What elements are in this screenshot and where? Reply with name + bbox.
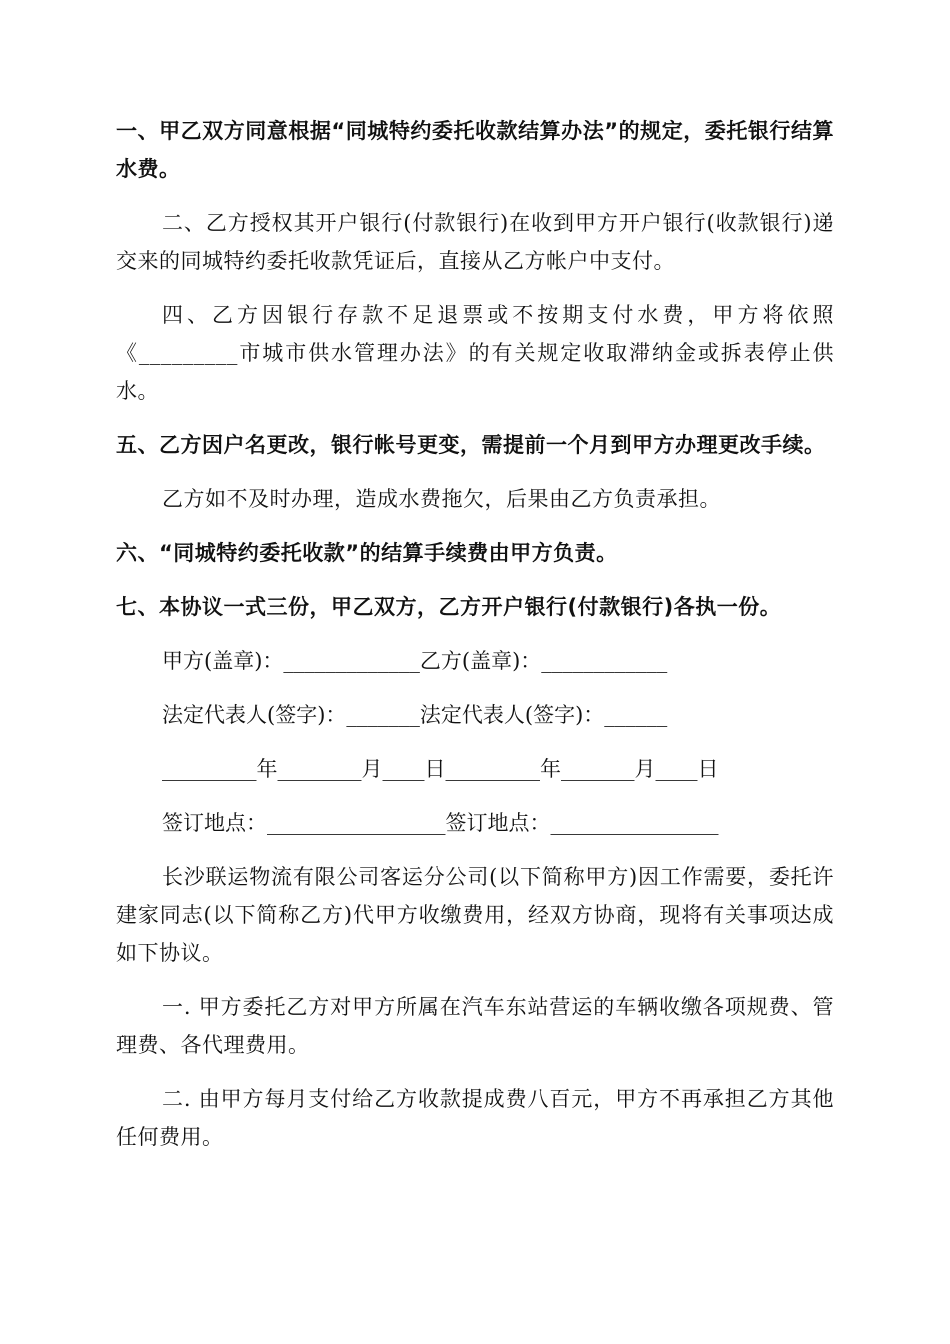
signature-seal-line: 甲方(盖章)：_____________乙方(盖章)：____________	[162, 649, 668, 673]
clause-6: 六、“同城特约委托收款”的结算手续费由甲方负责。	[116, 541, 618, 565]
signature-representative-line: 法定代表人(签字)：_______法定代表人(签字)：______	[162, 703, 668, 727]
document-page	[116, 112, 834, 1172]
clause-7: 七、本协议一式三份，甲乙双方，乙方开户银行(付款银行)各执一份。	[116, 595, 782, 619]
signature-place-line: 签订地点：_________________签订地点：________________	[162, 811, 719, 835]
agreement-clause-2: 二. 由甲方每月支付给乙方收款提成费八百元，甲方不再承担乙方其他任何费用。	[116, 1087, 834, 1149]
clause-2: 二、乙方授权其开户银行(付款银行)在收到甲方开户银行(收款银行)递交来的同城特约委托收款凭证后，直接从乙方帐户中支付。	[116, 211, 834, 273]
clause-5-note: 乙方如不及时办理，造成水费拖欠，后果由乙方负责承担。	[162, 487, 721, 511]
signature-date-line: _________年________月____日_________年_______月____日	[162, 757, 719, 781]
agreement-intro: 长沙联运物流有限公司客运分公司(以下简称甲方)因工作需要，委托许建家同志(以下简称乙方)代甲方收缴费用，经双方协商，现将有关事项达成如下协议。	[116, 865, 834, 965]
clause-1: 一、甲乙双方同意根据“同城特约委托收款结算办法”的规定，委托银行结算水费。	[116, 119, 834, 181]
agreement-clause-1: 一. 甲方委托乙方对甲方所属在汽车东站营运的车辆收缴各项规费、管理费、各代理费用。	[116, 995, 834, 1057]
clause-4: 四、乙方因银行存款不足退票或不按期支付水费，甲方将依照《_________市城市供水管理办法》的有关规定收取滞纳金或拆表停止供水。	[116, 303, 834, 403]
clause-5: 五、乙方因户名更改，银行帐号更变，需提前一个月到甲方办理更改手续。	[116, 433, 826, 457]
